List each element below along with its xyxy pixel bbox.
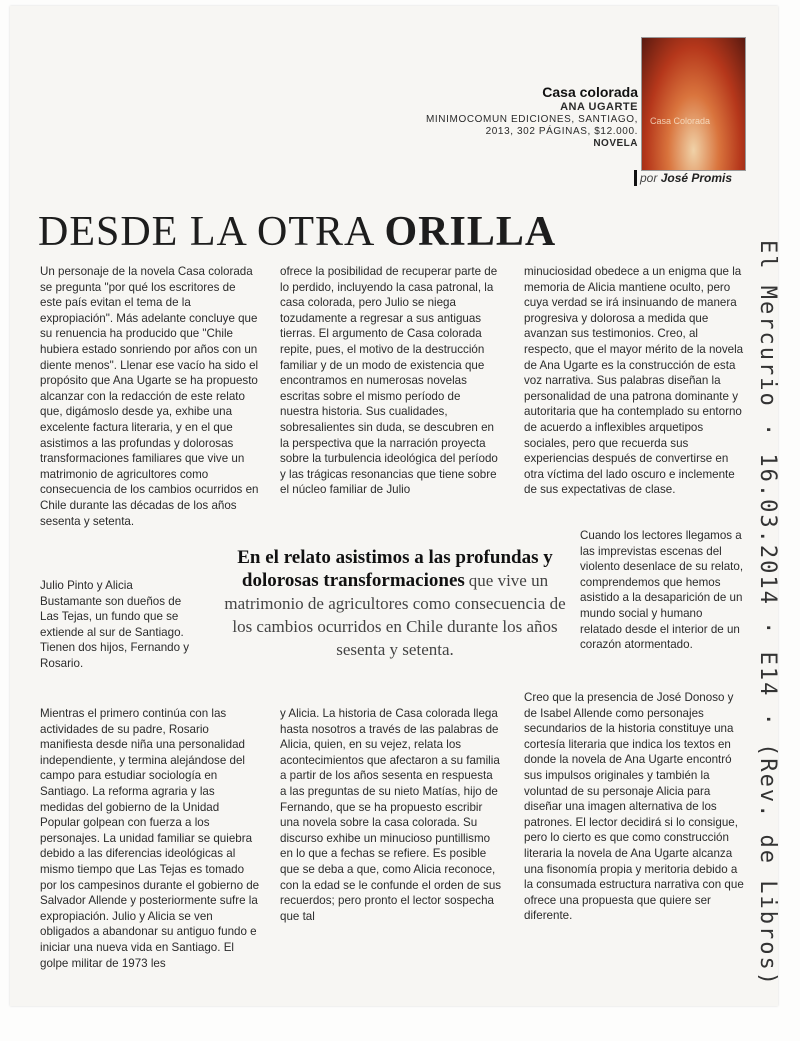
column-1-middle (40, 578, 190, 672)
paragraph-4: ofrece la posibilidad de recuperar parte de lo perdido, incluyendo la casa patronal, la casa colorada, pero Julio se niega tozudamente a regresar a sus antiguas tierras. El argumento de Casa colorada repite, pues, el motivo de la destrucción familiar y de un modo de existencia que encontramos en numerosas novelas escritas sobre el mismo período de nuestra historia. Sus cualidades, sobresalientes sin duda, se descubren en la perspectiva que la narración proyecta sobre la turbulencia ideológica del período y las trágicas resonancias que tiene sobre el núcleo familiar de Julio (280, 265, 498, 497)
byline-prefix: por (640, 171, 658, 185)
paragraph-7: Cuando los lectores llegamos a las imprevistas escenas del violento desenlace de su relato, comprendemos que hemos asistido a la desaparición de un mundo social y humano relatado desde el interior de un corazón atormentado. (580, 529, 744, 652)
byline (640, 171, 732, 185)
pullquote-strong: En el relato asistimos a las profundas y dolorosas transformaciones (237, 547, 553, 591)
byline-bar (634, 170, 637, 186)
byline-author: José Promis (660, 171, 733, 185)
headline (38, 208, 556, 256)
handwritten-annotation: El Mercurio · 16.03.2014 · E14 · (Rev. de Libros) (755, 240, 780, 988)
book-publisher: MINIMOCOMUN EDICIONES, SANTIAGO, (426, 113, 638, 125)
book-author: ANA UGARTE (560, 100, 638, 113)
paragraph-5: y Alicia. La historia de Casa colorada llega hasta nosotros a través de las palabras de Alicia, quien, en su vejez, relata los acontecimientos que afectaron a su familia a partir de los años sesenta en respuesta a las preguntas de su nieto Matías, hijo de Fernando, que se ha propuesto escribir una novela sobre la casa colorada. Su discurso exhibe un minucioso puntillismo en lo que a fechas se refiere. Es posible que se deba a que, como Alicia reconoce, con la edad se le confunde el orden de sus recuerdos; pero pronto el lector sospecha que tal (280, 707, 502, 923)
book-genre: NOVELA (593, 137, 638, 149)
column-3-top (524, 264, 746, 498)
paragraph-2: Julio Pinto y Alicia Bustamante son dueños de Las Tejas, un fundo que se extiende al sur de Santiago. Tienen dos hijos, Fernando y Rosario. (40, 579, 190, 670)
column-1-bottom (40, 706, 260, 971)
cover-title: Casa Colorada (650, 116, 711, 126)
pullquote-light: que vive un matrimonio de agricultores como consecuencia de los cambios ocurridos en Chile durante los años sesenta y setenta. (224, 571, 566, 659)
paragraph-8: Creo que la presencia de José Donoso y de Isabel Allende como personajes secundarios de la historia constituye una cortesía literaria que indica los textos en donde la novela de Ana Ugarte encontró sus impulsos originales y también la voluntad de su personaje Alicia para diseñar una imagen alternativa de los patrones. El lector decidirá si lo consigue, pero lo cierto es que como construcción literaria la novela de Ana Ugarte alcanza una fisonomía propia y meritoria debido a la consumada estructura narrativa con que ofrece una propuesta que quiere ser diferente. (524, 691, 744, 923)
book-details: 2013, 302 PÁGINAS, $12.000. (485, 125, 638, 137)
headline-part2: ORILLA (384, 209, 557, 255)
book-title: Casa colorada (542, 84, 638, 100)
book-cover-image (641, 37, 746, 171)
book-info (426, 84, 638, 150)
column-2-top (280, 264, 502, 498)
column-2-bottom (280, 706, 502, 924)
column-3-bottom (524, 690, 746, 924)
pullquote (215, 547, 575, 662)
column-1-top (40, 264, 260, 529)
paragraph-1: Un personaje de la novela Casa colorada se pregunta "por qué los escritores de este país evitan el tema de la expropiación". Más adelante concluye que su renuencia ha producido que "Chile hubiera estado sonriendo por años con un diente menos". Llenar ese vacío ha sido el propósito que Ana Ugarte se ha propuesto alcanzar con la redacción de este relato que, digámoslo desde ya, exhibe una excelente factura literaria, y en el que asistimos a las profundas y dolorosas transformaciones familiares que vive un matrimonio de agricultores como consecuencia de los cambios ocurridos en Chile durante las décadas de los años sesenta y setenta. (40, 265, 259, 528)
paragraph-6: minuciosidad obedece a un enigma que la memoria de Alicia mantiene oculto, pero cuya verdad se irá insinuando de manera progresiva y dolorosa a medida que avanzan sus testimonios. Creo, al respecto, que el mayor mérito de la novela de Ana Ugarte es la construcción de esta voz narrativa. Sus palabras diseñan la personalidad de una patrona dominante y autoritaria que ha contemplado su entorno de acuerdo a inflexibles arquetipos sociales, pero que recuerda sus experiencias después de convertirse en otra víctima del lado oscuro e inclemente de sus expectativas de clase. (524, 265, 744, 497)
headline-part1: DESDE LA OTRA (38, 209, 374, 255)
column-3-middle (580, 528, 746, 653)
paragraph-3: Mientras el primero continúa con las actividades de su padre, Rosario manifiesta desde niña una personalidad independiente, y termina alejándose del campo para estudiar sociología en Santiago. La reforma agraria y las medidas del gobierno de la Unidad Popular golpean con fuerza a los personajes. La unidad familiar se quiebra debido a las diferencias ideológicas al mismo tiempo que Las Tejas es tomado por los campesinos durante el gobierno de Salvador Allende y posteriormente sufre la expropiación. Julio y Alicia se ven obligados a abandonar su antiguo fundo e iniciar una nueva vida en Santiago. El golpe militar de 1973 les (40, 707, 260, 970)
